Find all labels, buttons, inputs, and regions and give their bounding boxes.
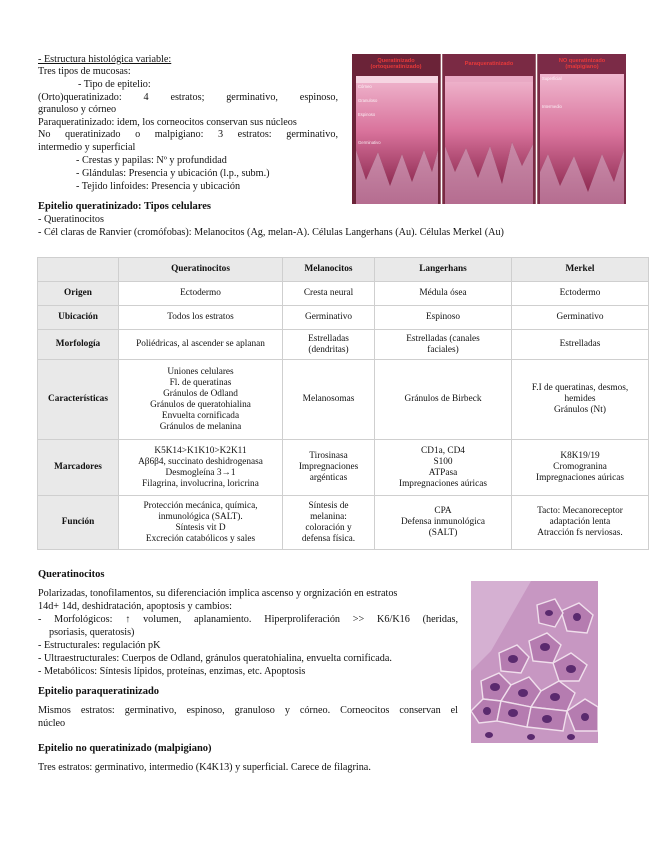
panel-keratinized-title — [352, 58, 440, 71]
table-row-label: Morfología — [38, 330, 119, 360]
table-header-row — [38, 258, 649, 282]
table-row — [38, 496, 649, 550]
table-cell: Tacto: Mecanoreceptor adaptación lenta Atracción fs nerviosas. — [512, 496, 649, 550]
table-cell: Estrelladas (dendritas) — [283, 330, 375, 360]
intro-line-9: - Crestas y papilas: Nº y profundidad — [76, 155, 227, 166]
table-header-cell: Melanocitos — [283, 258, 375, 282]
panel-keratinized — [352, 54, 440, 204]
table-cell: Germinativo — [512, 306, 649, 330]
table-row-label: Origen — [38, 282, 119, 306]
label-germinativo: Germinativo — [358, 140, 381, 145]
table-cell: Poliédricas, al ascender se aplanan — [119, 330, 283, 360]
table-row-label: Marcadores — [38, 440, 119, 496]
keratinocytes-p2: 14d+ 14d, deshidratación, apoptosis y cambios: — [38, 601, 232, 612]
table-cell: Cresta neural — [283, 282, 375, 306]
table-header-cell — [38, 258, 119, 282]
label-corneo: Córneo — [358, 84, 372, 89]
keratinocytes-bullet-1: - Morfológicos: ↑ volumen, aplanamiento. Hiperproliferación >> K6/K16 (heridas, — [38, 614, 458, 625]
keratinocytes-bullet-1b: psoriasis, queratosis) — [49, 627, 135, 638]
table-row-label: Ubicación — [38, 306, 119, 330]
cell-types-table — [37, 257, 649, 550]
parakeratinized-heading: Epitelio paraqueratinizado — [38, 686, 160, 697]
table-cell: Uniones celulares Fl. de queratinas Gránulos de Odland Gránulos de queratohialina Envuelta cornificada Gránulos de melanina — [119, 360, 283, 440]
nonkeratinized-p1: Tres estratos: germinativo, intermedio (K4K13) y superficial. Carece de filagrina. — [38, 762, 371, 773]
intro-line-7: No queratinizado o malpigiano: 3 estratos: germinativo, — [38, 129, 338, 140]
label-intermedio: Intermedio — [542, 104, 562, 109]
panel-parakeratinized — [443, 54, 535, 204]
cell-types-item-2: - Cél claras de Ranvier (cromófobas): Melanocitos (Ag, melan-A). Células Langerhans (Au). Células Merkel (Au) — [38, 227, 504, 238]
histology-figure-keratinocytes — [471, 581, 598, 743]
label-granuloso: Granuloso — [358, 98, 378, 103]
table-cell: Ectodermo — [512, 282, 649, 306]
panel-keratinized-title-1: Queratinizado — [377, 58, 415, 64]
table-header-cell: Langerhans — [375, 258, 512, 282]
cell-types-heading: Epitelio queratinizado: Tipos celulares — [38, 201, 211, 212]
table-row — [38, 330, 649, 360]
table-cell: Protección mecánica, química, inmunológica (SALT). Síntesis vit D Excreción catabólicos y sales — [119, 496, 283, 550]
panel-parakeratinized-title: Paraqueratinizado — [464, 61, 514, 67]
table-cell: Gránulos de Birbeck — [375, 360, 512, 440]
table-cell: Estrelladas — [512, 330, 649, 360]
table-cell: CD1a, CD4 S100 ATPasa Impregnaciones aúricas — [375, 440, 512, 496]
cell-types-item-1: - Queratinocitos — [38, 214, 104, 225]
intro-line-8: intermedio y superficial — [38, 142, 136, 153]
panel-nonkeratinized-title — [538, 58, 626, 71]
intro-line-1 — [38, 54, 171, 67]
table-row — [38, 440, 649, 496]
panel-nonkeratinized-title-2: (malpigiano) — [565, 64, 599, 71]
table-cell: F.I de queratinas, desmos, hemides Gránulos (Nt) — [512, 360, 649, 440]
keratinocytes-bullet-2: - Estructurales: regulación pK — [38, 640, 161, 651]
keratinocytes-p1: Polarizadas, tonofilamentos, su diferenciación implica ascenso y orgnización en estratos — [38, 588, 398, 599]
table-header-cell: Merkel — [512, 258, 649, 282]
table-cell: Todos los estratos — [119, 306, 283, 330]
keratinocytes-heading: Queratinocitos — [38, 569, 105, 580]
table-row — [38, 360, 649, 440]
label-espinoso: Espinoso — [358, 112, 376, 117]
intro-line-10: - Glándulas: Presencia y ubicación (l.p., subm.) — [76, 168, 270, 179]
parakeratinized-p1: Mismos estratos: germinativo, espinoso, granuloso y córneo. Corneocitos conservan el — [38, 705, 458, 716]
nonkeratinized-heading: Epitelio no queratinizado (malpigiano) — [38, 743, 212, 754]
intro-line-5: granuloso y córneo — [38, 104, 117, 115]
label-superficial: Superficial — [542, 76, 562, 81]
panel-keratinized-title-2: (ortoqueratinizado) — [370, 64, 422, 71]
table-row — [38, 306, 649, 330]
keratinocyte-cells-drawing — [471, 581, 598, 743]
intro-line-4: (Orto)queratinizado: 4 estratos; germinativo, espinoso, — [38, 92, 338, 103]
table-cell: Ectodermo — [119, 282, 283, 306]
parakeratinized-p2: núcleo — [38, 718, 66, 729]
intro-line-6: Paraqueratinizado: idem, los corneocitos conservan sus núcleos — [38, 117, 297, 128]
table-cell: Melanosomas — [283, 360, 375, 440]
table-cell: CPA Defensa inmunológica (SALT) — [375, 496, 512, 550]
intro-line-3: - Tipo de epitelio: — [78, 79, 151, 90]
keratinocytes-bullet-4: - Metabólicos: Síntesis lípidos, proteínas, enzimas, etc. Apoptosis — [38, 666, 306, 677]
table-cell: Espinoso — [375, 306, 512, 330]
intro-subtitle: - Estructura histológica variable: — [38, 54, 172, 65]
table-cell: Germinativo — [283, 306, 375, 330]
panel-nonkeratinized — [538, 54, 626, 204]
table-cell: Estrelladas (canales faciales) — [375, 330, 512, 360]
table-cell: Tirosinasa Impregnaciones argénticas — [283, 440, 375, 496]
intro-line-2: Tres tipos de mucosas: — [38, 66, 131, 77]
table-cell: Médula ósea — [375, 282, 512, 306]
table-row-label: Función — [38, 496, 119, 550]
table-row — [38, 282, 649, 306]
histology-figure-epithelium-types — [352, 54, 626, 204]
table-cell: K8K19/19 Cromogranina Impregnaciones aúricas — [512, 440, 649, 496]
table-cell: Síntesis de melanina: coloración y defensa física. — [283, 496, 375, 550]
table-header-cell: Queratinocitos — [119, 258, 283, 282]
table-cell: K5K14>K1K10>K2K11 Aβ6β4, succinato deshidrogenasa Desmogleína 3→1 Filagrina, involucrina, loricrina — [119, 440, 283, 496]
table-row-label: Características — [38, 360, 119, 440]
keratinocytes-bullet-3: - Ultraestructurales: Cuerpos de Odland, gránulos queratohialina, envuelta cornificada. — [38, 653, 392, 664]
intro-line-11: - Tejido linfoides: Presencia y ubicación — [76, 181, 241, 192]
panel-nonkeratinized-title-1: NO queratinizado — [558, 58, 606, 64]
